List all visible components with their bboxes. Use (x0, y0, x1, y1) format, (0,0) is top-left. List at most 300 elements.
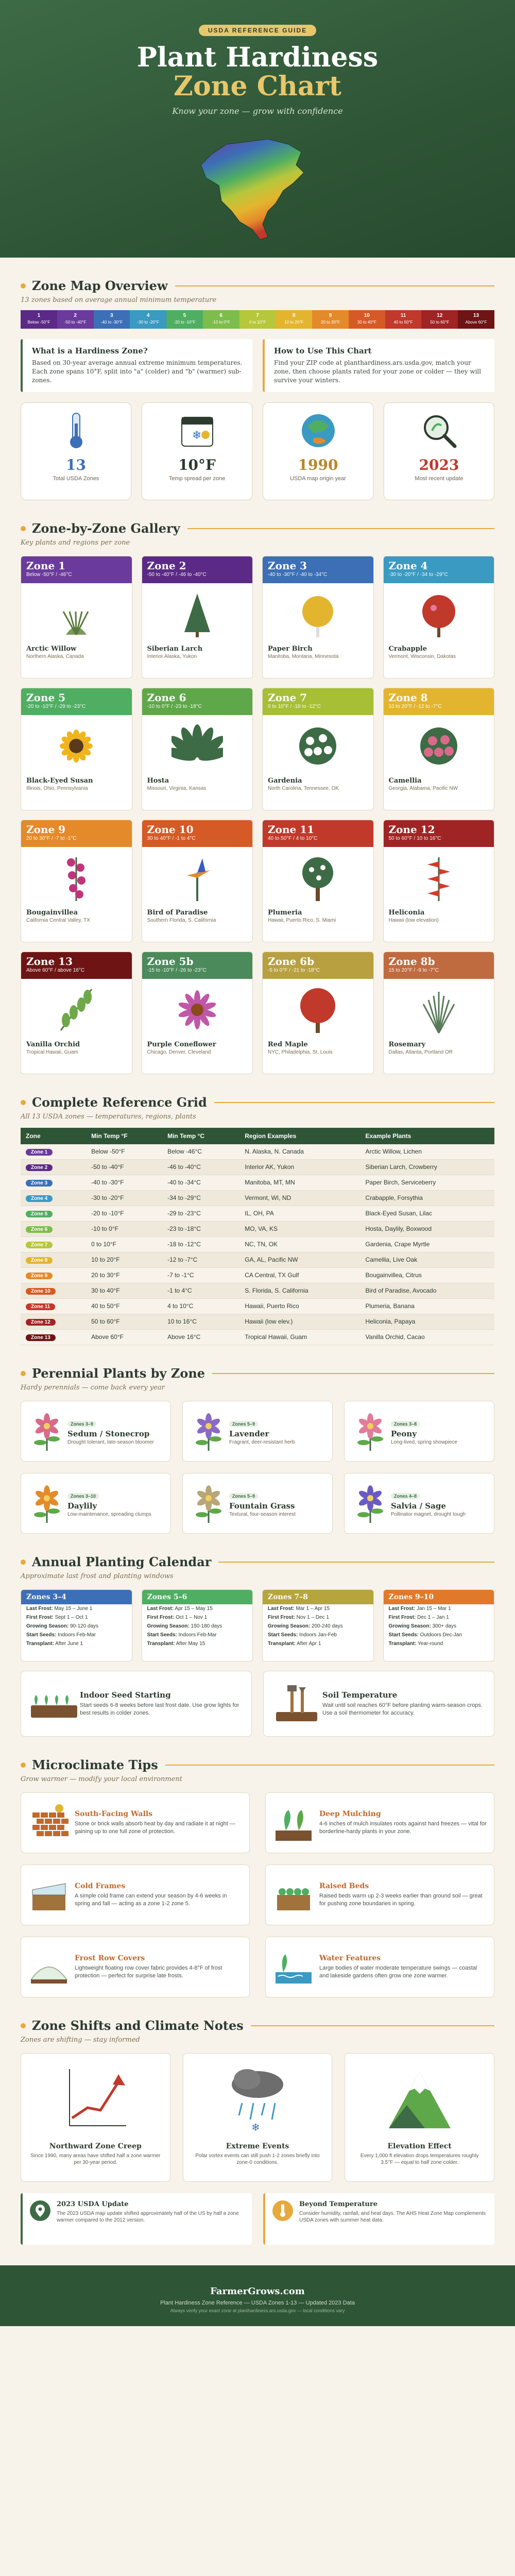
perennials-heading (21, 1366, 494, 1381)
perennial-desc: Pollinator magnet, drought tough (391, 1511, 466, 1517)
perennial-desc: Fragrant, deer-resistant herb (229, 1439, 295, 1445)
perennials-subtitle: Hardy perennials — come back every year (21, 1384, 165, 1392)
gallery-heading (21, 521, 494, 536)
zone-card-location: Georgia, Alabama, Pacific NW (388, 786, 458, 791)
calendar-row (21, 1622, 132, 1631)
stat-origin-year (263, 402, 373, 500)
table-cell (21, 1314, 86, 1330)
plant-illustration-icon (50, 852, 102, 904)
zone-card-temp: 0 to 10°F / -18 to -12°C (268, 704, 321, 709)
table-cell: Hosta, Daylily, Boxwood (360, 1222, 494, 1237)
footer-disclaimer: Always verify your exact zone at planthardiness.ars.usda.gov — local conditions vary (170, 2308, 345, 2313)
calendar-row-value: Indoors Feb-Mar (58, 1632, 96, 1638)
how-title: How to Use This Chart (274, 346, 372, 355)
microclimate-desc: Lightweight floating row cover fabric provides 4-8°F of frost protection — perfect for surprise late frosts. (75, 1965, 222, 1979)
calendar-row-value: Oct 1 – Nov 1 (176, 1615, 208, 1620)
calendar-row-value: Nov 1 – Dec 1 (296, 1615, 329, 1620)
calendar-row-label: First Frost: (26, 1615, 54, 1620)
table-cell: -23 to -18°C (162, 1222, 239, 1237)
calendar-column (262, 1589, 374, 1662)
calendar-row-label: Last Frost: (388, 1606, 416, 1612)
table-row (21, 1314, 494, 1330)
table-cell: Below -46°C (162, 1144, 239, 1160)
zone-card-temp: 30 to 40°F / -1 to 4°C (147, 836, 196, 841)
overview-subtitle: 13 zones based on average annual minimum temperature (21, 296, 217, 304)
table-row (21, 1252, 494, 1268)
calendar-row-value: Indoors Feb-Mar (178, 1632, 217, 1638)
plant-illustration-icon (50, 588, 102, 640)
title-line-2: Zone Chart (174, 71, 341, 102)
calendar-row (21, 1613, 132, 1622)
zone-card-location: Illinois, Ohio, Pennsylvania (26, 786, 88, 791)
perennial-text (67, 1490, 151, 1517)
indoor-seed-tip (21, 1671, 252, 1737)
heading-dot (21, 1762, 26, 1768)
table-cell: -12 to -7°C (162, 1252, 239, 1268)
zone-strip-temp: -40 to -30°F (100, 320, 123, 325)
zone-strip-temp: Above 60°F (465, 320, 487, 325)
flower-icon (29, 1483, 65, 1524)
calendar-row (384, 1631, 494, 1639)
calendar-row-label: Transplant: (268, 1641, 296, 1647)
zone-card-number: Zone 12 (388, 823, 435, 836)
calendar-row (21, 1604, 132, 1613)
table-cell: Hawaii (low elev.) (239, 1314, 360, 1330)
flower-icon (29, 1411, 65, 1452)
zone-card-location: Dallas, Atlanta, Portland OR (388, 1049, 453, 1055)
zone-card-number: Zone 8 (388, 691, 428, 704)
calendar-row-label: Start Seeds: (268, 1632, 298, 1638)
zone-strip-number: 1 (37, 313, 41, 318)
plant-illustration-icon (292, 588, 344, 640)
perennial-card (344, 1401, 494, 1462)
zone-card-image (263, 847, 373, 909)
calendar-row (142, 1622, 253, 1631)
note-title: 2023 USDA Update (57, 2200, 129, 2208)
flower-icon (352, 1483, 388, 1524)
thermometer-icon (58, 410, 94, 451)
zone-strip-cell (239, 310, 276, 329)
table-cell: Gardenia, Crape Myrtle (360, 1237, 494, 1252)
zone-strip-cell (21, 310, 57, 329)
table-cell: 30 to 40°F (86, 1283, 162, 1299)
heading-dot (21, 1100, 26, 1105)
table-cell: -29 to -23°C (162, 1206, 239, 1222)
reference-heading (21, 1095, 494, 1110)
zone-strip-number: 13 (473, 313, 479, 318)
zone-card-temp: -10 to 0°F / -23 to -18°C (147, 704, 202, 709)
stat-value: 13 (66, 456, 86, 473)
zone-card-plant: Gardenia (268, 777, 302, 785)
zone-card (262, 688, 374, 810)
microclimate-grid (21, 1792, 494, 1997)
table-cell (21, 1299, 86, 1314)
plant-illustration-icon (292, 852, 344, 904)
table-cell: N. Alaska, N. Canada (239, 1144, 360, 1160)
zone-card (142, 952, 253, 1074)
zone-strip-temp: 0 to 10°F (249, 320, 266, 325)
perennial-image (26, 1408, 67, 1454)
zone-card (262, 952, 374, 1074)
zone-strip-cell (312, 310, 349, 329)
microclimate-title: Water Features (319, 1954, 381, 1962)
table-row (21, 1206, 494, 1222)
zone-card-temp: 15 to 20°F / -9 to -7°C (388, 968, 439, 973)
zone-strip-cell (203, 310, 239, 329)
calendar-row-value: Indoors Jan-Feb (299, 1632, 337, 1638)
flower-icon (352, 1411, 388, 1452)
zone-card-plant: Crabapple (388, 645, 427, 653)
zone-card-header (21, 688, 132, 715)
elevation-effect-card (345, 2053, 494, 2182)
zone-card-image (142, 583, 253, 645)
zone-badge: Zone 5 (26, 1211, 53, 1217)
perennial-name: Peony (391, 1429, 417, 1438)
zone-card-temp: -20 to -10°F / -29 to -23°C (26, 704, 86, 709)
zone-card-number: Zone 7 (268, 691, 307, 704)
calendar-row (263, 1613, 373, 1622)
microclimate-card (265, 1937, 494, 1997)
heading-rule (175, 285, 494, 286)
zone-strip-cell (458, 310, 494, 329)
zone-strip-number: 5 (183, 313, 186, 318)
calendar-row-value: 90-120 days (70, 1623, 99, 1629)
reference-table (21, 1128, 494, 1345)
overview-heading (21, 278, 494, 293)
calendar-row-label: Growing Season: (268, 1623, 311, 1629)
calendar-row-value: May 15 – June 1 (54, 1606, 93, 1612)
microclimate-text (75, 1810, 242, 1836)
zone-card (142, 820, 253, 942)
zone-strip-number: 12 (437, 313, 443, 318)
table-cell: 20 to 30°F (86, 1268, 162, 1283)
calendar-row-value: Dec 1 – Jan 1 (417, 1615, 449, 1620)
calendar-row (263, 1622, 373, 1631)
microclimate-desc: 4-6 inches of mulch insulates roots against hard freezes — vital for borderline-hardy plants in your zone. (319, 1821, 487, 1835)
zone-strip-number: 6 (219, 313, 222, 318)
table-body (21, 1144, 494, 1345)
table-cell: Black-Eyed Susan, Lilac (360, 1206, 494, 1222)
zone-badge: Zone 4 (26, 1195, 53, 1202)
zone-card-plant: Camellia (388, 777, 422, 785)
zone-card-header (21, 820, 132, 847)
microclimate-title: Raised Beds (319, 1882, 369, 1890)
table-cell: -40 to -34°C (162, 1175, 239, 1191)
zone-card-temp: 50 to 60°F / 10 to 16°C (388, 836, 441, 841)
table-row (21, 1268, 494, 1283)
calendar-row (384, 1604, 494, 1613)
zone-card-image (21, 583, 132, 645)
note-text: Consider humidity, rainfall, and heat days. The AHS Heat Zone Map complements USDA zones with summer heat data. (299, 2211, 486, 2223)
zone-card-image (21, 847, 132, 909)
zone-card-temp: Below -50°F / -46°C (26, 572, 72, 578)
microclimate-card (21, 1865, 250, 1925)
zone-card-header (142, 556, 253, 583)
heading-dot (21, 1371, 26, 1376)
perennial-zone-tag: Zones 4–8 (391, 1493, 420, 1499)
gallery-subtitle: Key plants and regions per zone (21, 539, 130, 547)
calendar-column-title: Zones 3–4 (21, 1590, 132, 1604)
zone-card-plant: Heliconia (388, 909, 425, 917)
calendar-row-label: Start Seeds: (147, 1632, 177, 1638)
zone-strip-temp: 20 to 30°F (321, 320, 340, 325)
calendar-row-label: Transplant: (26, 1641, 54, 1647)
globe-icon (298, 410, 339, 451)
calendar-row-label: Transplant: (388, 1641, 417, 1647)
zone-card-number: Zone 5 (26, 691, 66, 704)
microclimate-title: Frost Row Covers (75, 1954, 145, 1962)
shift-title: Extreme Events (226, 2142, 289, 2150)
zone-card-temp: 20 to 30°F / -7 to -1°C (26, 836, 77, 841)
stat-value: 10°F (178, 456, 216, 473)
zone-badge: Zone 2 (26, 1164, 53, 1171)
zone-strip-number: 3 (110, 313, 113, 318)
perennial-name: Daylily (67, 1501, 97, 1511)
table-row (21, 1330, 494, 1345)
table-header-cell: Example Plants (360, 1128, 494, 1144)
zone-card-image (21, 979, 132, 1041)
perennial-name: Fountain Grass (229, 1501, 295, 1511)
shift-text: Every 1,000 ft elevation drops temperatures roughly 3.5°F — equal to half zone colder. (360, 2153, 479, 2165)
microclimate-text (75, 1954, 242, 1980)
zone-card-location: Manitoba, Montana, Minnesota (268, 654, 339, 659)
zone-card-location: North Carolina, Tennessee, OK (268, 786, 339, 791)
table-row (21, 1144, 494, 1160)
zone-card-image (384, 715, 494, 777)
zone-strip-cell (349, 310, 385, 329)
table-cell (21, 1252, 86, 1268)
zone-strip-number: 10 (364, 313, 370, 318)
zone-card (383, 688, 495, 810)
zone-card-image (263, 715, 373, 777)
heading-rule (165, 1765, 494, 1766)
calendar-row-label: First Frost: (147, 1615, 175, 1620)
microclimate-card (21, 1792, 250, 1853)
microclimate-image (28, 1946, 70, 1988)
footer-brand-link[interactable]: FarmerGrows.com (210, 2286, 305, 2297)
calendar-row-value: After June 1 (55, 1641, 83, 1647)
calendar-row-label: Transplant: (147, 1641, 175, 1647)
table-header-row (21, 1128, 494, 1144)
perennial-zone-tag: Zones 3–8 (391, 1421, 420, 1427)
cold-frame-icon (28, 1874, 70, 1916)
flower-icon (191, 1483, 227, 1524)
zone-badge: Zone 7 (26, 1242, 53, 1248)
microclimate-image (273, 1802, 314, 1843)
microclimate-desc: A simple cold frame can extend your season by 4-6 weeks in spring and fall — acting as a zone 1-2 zone 5. (75, 1893, 227, 1907)
plant-illustration-icon (292, 984, 344, 1036)
shifts-heading (21, 2018, 494, 2033)
what-text: Based on 30-year average annual extreme minimum temperatures. Each zone spans 10°F, split into "a" (colder) and "b" (warmer) sub-zones. (32, 359, 243, 384)
calendar-column-title: Zones 5–6 (142, 1590, 253, 1604)
table-row (21, 1175, 494, 1191)
calendar-row-label: Last Frost: (268, 1606, 295, 1612)
table-cell: -40 to -30°F (86, 1175, 162, 1191)
stat-value: 2023 (419, 456, 459, 473)
microclimate-title: Cold Frames (75, 1882, 126, 1890)
magnifier-icon (419, 410, 460, 451)
table-cell: -50 to -40°F (86, 1160, 162, 1175)
zone-card-header (263, 688, 373, 715)
table-cell: Above 16°C (162, 1330, 239, 1345)
zone-strip-number: 4 (146, 313, 150, 318)
table-cell: 0 to 10°F (86, 1237, 162, 1252)
heading-dot (21, 283, 26, 289)
calendar-column (383, 1589, 495, 1662)
plant-illustration-icon (171, 588, 223, 640)
zone-card-temp: -50 to -40°F / -46 to -40°C (147, 572, 207, 578)
zone-card-temp: -15 to -10°F / -26 to -23°C (147, 968, 207, 973)
zone-strip-cell (57, 310, 94, 329)
zone-card-number: Zone 6 (147, 691, 186, 704)
stat-label: Total USDA Zones (53, 476, 99, 482)
zone-badge: Zone 3 (26, 1180, 53, 1187)
table-cell (21, 1222, 86, 1237)
zone-card (383, 556, 495, 679)
tip-text: Start seeds 6-8 weeks before last frost date. Use grow lights for best results in colder zones. (80, 1702, 239, 1716)
zone-strip-number: 11 (400, 313, 406, 318)
perennial-image (188, 1480, 229, 1527)
shifts-title: Zone Shifts and Climate Notes (32, 2018, 244, 2033)
tip-text: Wait until soil reaches 60°F before planting warm-season crops. Use a soil thermometer for accuracy. (322, 1702, 483, 1716)
table-cell: 10 to 16°C (162, 1314, 239, 1330)
stat-temp-spread (142, 402, 252, 500)
table-cell (21, 1268, 86, 1283)
microclimate-image (28, 1874, 70, 1916)
table-cell: Bird of Paradise, Avocado (360, 1283, 494, 1299)
zone-card-location: Vermont, Wisconsin, Dakotas (388, 654, 456, 659)
calendar-row-value: Year-round (418, 1641, 443, 1647)
calendar-row (21, 1639, 132, 1648)
table-cell: -10 to 0°F (86, 1222, 162, 1237)
zone-card-number: Zone 2 (147, 560, 186, 572)
zone-card-number: Zone 6b (268, 955, 315, 968)
plant-illustration-icon (413, 852, 465, 904)
perennials-title: Perennial Plants by Zone (32, 1366, 205, 1381)
zone-card-plant: Arctic Willow (26, 645, 77, 653)
microclimate-card (265, 1865, 494, 1925)
calendar-row-value: 300+ days (432, 1623, 456, 1629)
zone-strip-number: 9 (329, 313, 332, 318)
table-cell (21, 1191, 86, 1206)
table-row (21, 1237, 494, 1252)
zone-badge: Zone 13 (26, 1334, 56, 1341)
mulch-icon (273, 1802, 314, 1843)
table-cell (21, 1144, 86, 1160)
flower-icon (191, 1411, 227, 1452)
perennial-card (182, 1401, 333, 1462)
zone-card-plant: Purple Coneflower (147, 1041, 216, 1048)
micro-heading (21, 1757, 494, 1772)
zone-card-header (263, 556, 373, 583)
zone-strip-number: 7 (256, 313, 259, 318)
zone-card (142, 556, 253, 679)
zone-card (262, 556, 374, 679)
perennial-zone-tag: Zones 5–9 (229, 1493, 258, 1499)
table-row (21, 1191, 494, 1206)
plant-illustration-icon (413, 720, 465, 772)
zone-strip-temp: 40 to 50°F (393, 320, 413, 325)
table-cell: -46 to -40°C (162, 1160, 239, 1175)
microclimate-image (273, 1946, 314, 1988)
calendar-row-label: Last Frost: (26, 1606, 53, 1612)
heading-rule (251, 2025, 494, 2026)
heading-rule (214, 1102, 494, 1103)
zone-card-plant: Siberian Larch (147, 645, 203, 653)
calendar-row-value: Jan 15 – Mar 1 (416, 1606, 451, 1612)
heading-rule (212, 1373, 494, 1374)
zone-card-image (384, 979, 494, 1041)
zone-card-header (142, 688, 253, 715)
table-cell (21, 1283, 86, 1299)
table-cell: NC, TN, OK (239, 1237, 360, 1252)
perennial-card (21, 1473, 171, 1534)
calendar-row-label: Start Seeds: (26, 1632, 57, 1638)
zone-card-number: Zone 11 (268, 823, 314, 836)
zone-card-header (263, 820, 373, 847)
planting-calendar (21, 1589, 494, 1662)
calendar-title: Annual Planting Calendar (32, 1554, 212, 1569)
how-text: Find your ZIP code at planthardiness.ars.usda.gov, match your zone, then choose plants rated for your zone or colder — they will survive your winters. (274, 359, 482, 384)
calendar-row (142, 1639, 253, 1648)
table-cell: 40 to 50°F (86, 1299, 162, 1314)
zone-card-image (142, 979, 253, 1041)
zone-strip-temp: -20 to -10°F (174, 320, 196, 325)
footer-line: Plant Hardiness Zone Reference — USDA Zones 1-13 — Updated 2023 Data (160, 2300, 355, 2306)
plant-illustration-icon (50, 720, 102, 772)
table-cell: Tropical Hawaii, Guam (239, 1330, 360, 1345)
zone-card-number: Zone 10 (147, 823, 194, 836)
calendar-row-value: 200-240 days (312, 1623, 343, 1629)
zone-badge: Zone 11 (26, 1303, 55, 1310)
storm-cloud-icon (221, 2059, 294, 2136)
zone-badge: Zone 1 (26, 1149, 53, 1156)
zone-strip-temp: Below -50°F (27, 320, 50, 325)
stat-total-zones (21, 402, 131, 500)
table-cell: -20 to -10°F (86, 1206, 162, 1222)
note-title: Beyond Temperature (299, 2200, 377, 2208)
table-cell: CA Central, TX Gulf (239, 1268, 360, 1283)
perennials-grid (21, 1401, 494, 1534)
zone-card-image (384, 583, 494, 645)
thermometer-small-icon (272, 2200, 293, 2221)
zone-card (21, 556, 132, 679)
calendar-row (384, 1639, 494, 1648)
raised-bed-icon (273, 1874, 314, 1916)
microclimate-title: Deep Mulching (319, 1810, 381, 1818)
zone-card (21, 820, 132, 942)
table-cell: Bougainvillea, Citrus (360, 1268, 494, 1283)
zone-card-location: Chicago, Denver, Cleveland (147, 1049, 211, 1055)
zone-card (21, 688, 132, 810)
perennial-zone-tag: Zones 3–9 (67, 1421, 96, 1427)
calendar-row-value: Apr 15 – May 15 (175, 1606, 213, 1612)
microclimate-image (273, 1874, 314, 1916)
zone-card-image (263, 583, 373, 645)
table-cell (21, 1237, 86, 1252)
zone-badge: Zone 10 (26, 1288, 56, 1295)
microclimate-text (319, 1954, 487, 1980)
perennial-text (391, 1418, 457, 1445)
calendar-row (263, 1639, 373, 1648)
calendar-row (142, 1604, 253, 1613)
zone-card-header (21, 556, 132, 583)
plant-illustration-icon (413, 984, 465, 1036)
table-cell: 10 to 20°F (86, 1252, 162, 1268)
table-cell: Plumeria, Banana (360, 1299, 494, 1314)
zone-card-header (384, 688, 494, 715)
zone-card-temp: 40 to 50°F / 4 to 10°C (268, 836, 318, 841)
